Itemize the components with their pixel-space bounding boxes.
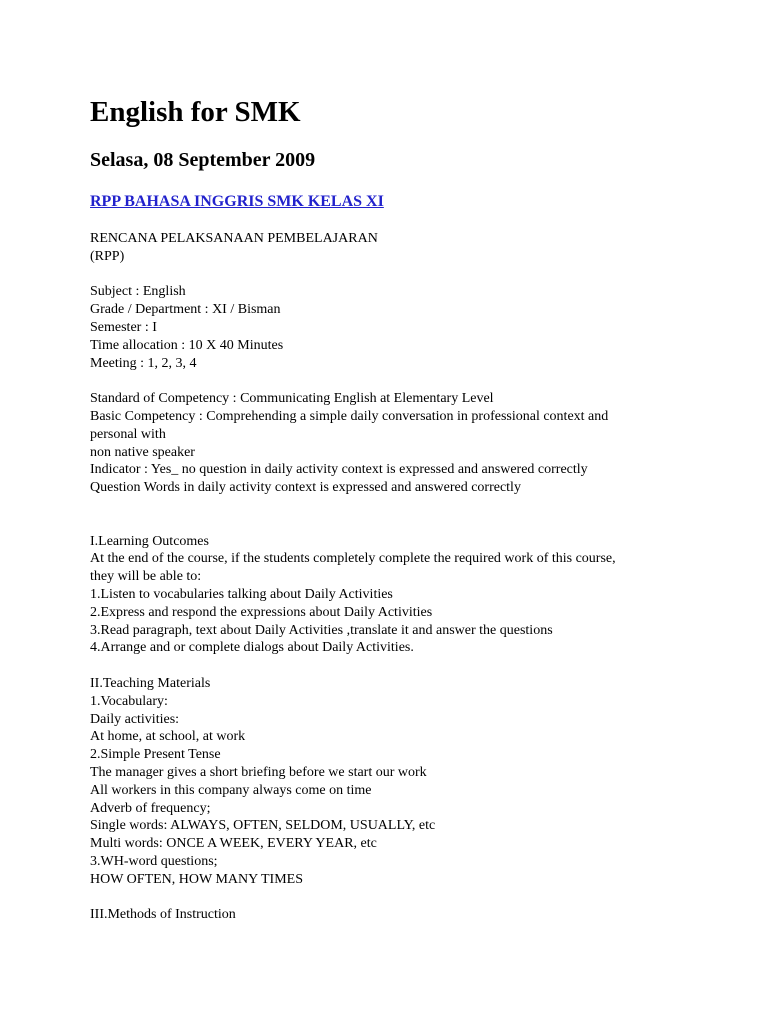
body-line: Time allocation : 10 X 40 Minutes [90,337,284,353]
body-line: III.Methods of Instruction [90,907,236,923]
post-title [90,192,384,212]
body-line: 4.Arrange and or complete dialogs about Daily Activities. [90,640,414,656]
body-line: they will be able to: [90,569,202,585]
body-line: Single words: ALWAYS, OFTEN, SELDOM, USUALLY, etc [90,818,436,834]
body-line: non native speaker [90,444,195,460]
body-line: 2.Express and respond the expressions about Daily Activities [90,604,433,620]
post-date: Selasa, 08 September 2009 [90,149,316,171]
body-line: Adverb of frequency; [90,800,211,816]
body-line: Semester : I [90,319,157,335]
body-line: Daily activities: [90,711,180,727]
paragraph-gap [90,888,690,906]
post-title-link[interactable]: RPP BAHASA INGGRIS SMK KELAS XI [90,193,384,210]
body-line: All workers in this company always come on time [90,782,372,798]
body-line: The manager gives a short briefing before we start our work [90,764,427,780]
post-paragraph [90,230,690,266]
body-line: personal with [90,426,166,442]
body-line: 3.Read paragraph, text about Daily Activities ,translate it and answer the questions [90,622,553,638]
body-line: RENCANA PELAKSANAAN PEMBELAJARAN [90,231,378,246]
body-line: I.Learning Outcomes [90,533,209,549]
body-line: Standard of Competency : Communicating English at Elementary Level [90,391,494,407]
post-paragraph [90,906,690,924]
post-paragraph [90,533,690,658]
body-line: Multi words: ONCE A WEEK, EVERY YEAR, etc [90,836,377,852]
paragraph-gap [90,266,690,284]
post-body [90,230,690,924]
body-line: At home, at school, at work [90,729,246,745]
paragraph-gap [90,372,690,390]
body-line: Question Words in daily activity context is expressed and answered correctly [90,480,521,496]
body-line: Subject : English [90,284,186,300]
post-paragraph [90,390,690,497]
blog-title: English for SMK [90,96,301,128]
body-line: HOW OFTEN, HOW MANY TIMES [90,871,303,887]
body-line: 3.WH-word questions; [90,853,218,869]
body-line: Basic Competency : Comprehending a simple daily conversation in professional context and [90,408,609,424]
body-line: Meeting : 1, 2, 3, 4 [90,355,197,371]
paragraph-gap [90,515,690,533]
post-paragraph [90,283,690,372]
paragraph-gap [90,497,690,515]
body-line: 2.Simple Present Tense [90,747,221,763]
body-line: At the end of the course, if the students completely complete the required work of this course, [90,551,616,567]
body-line: Indicator : Yes_ no question in daily activity context is expressed and answered correctly [90,462,588,478]
body-line: Grade / Department : XI / Bisman [90,302,281,318]
body-line: 1.Vocabulary: [90,693,168,709]
body-line: 1.Listen to vocabularies talking about Daily Activities [90,586,393,602]
body-line: II.Teaching Materials [90,675,211,691]
body-line: (RPP) [90,248,125,264]
post-paragraph [90,675,690,889]
paragraph-gap [90,657,690,675]
